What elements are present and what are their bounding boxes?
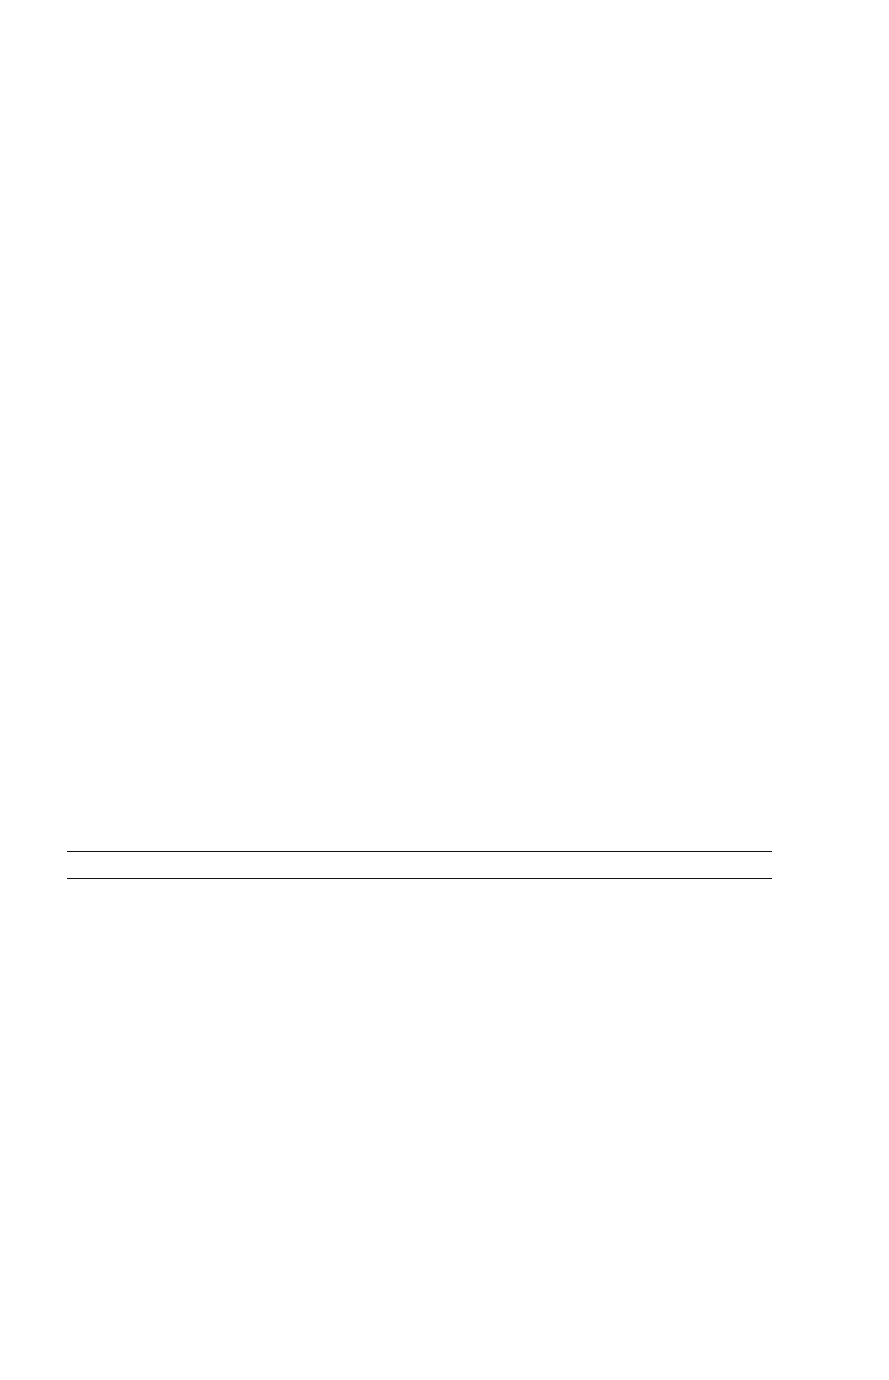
table-top-rule — [67, 851, 772, 852]
table-header-row — [67, 859, 772, 875]
running-head — [0, 78, 889, 100]
table-header-rule — [67, 878, 772, 879]
